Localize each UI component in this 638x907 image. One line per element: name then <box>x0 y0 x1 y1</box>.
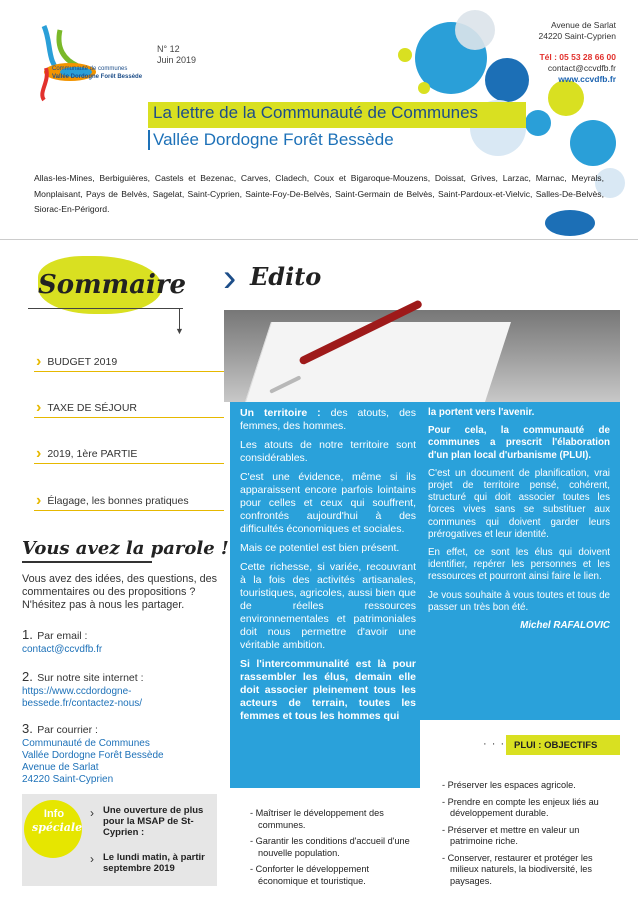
community-name: Vallée Dordogne Forêt Bessède <box>153 130 394 149</box>
edito-paragraph: Si l'intercommunalité est là pour rassembler les élus, demain elle doit associer pleinement tous les acteurs de terrain, toutes les femmes et tous les hommes qui <box>240 658 416 722</box>
address-line1: Avenue de Sarlat <box>550 20 616 30</box>
edito-column-right <box>428 407 610 638</box>
contact-website-link[interactable]: https://www.ccdordogne-bessede.fr/contactez-nous/ <box>22 686 143 709</box>
list-item: - Conserver, restaurer et protéger les milieux naturels, la biodiversité, les paysages. <box>442 852 593 886</box>
title-bar <box>148 130 150 150</box>
list-item: - Conforter le développement économique et touristique. <box>250 864 369 886</box>
edito-paragraph: Cette richesse, si variée, recouvrant à la fois des activités artisanales, touristiques, agricoles, aussi bien que de réelles ressources environnementales et patrimoniales doit nous permettre d'avoir une véritable ambition. <box>240 561 416 651</box>
edito-paragraph: Mais ce potentiel est bien présent. <box>240 542 400 554</box>
contact-number: 1. <box>22 627 33 642</box>
deco-dot <box>570 120 616 166</box>
edito-lead-rest: des atouts, des femmes, des hommes. <box>240 407 416 432</box>
item-underline <box>34 510 224 511</box>
issue-number: N° 12 <box>157 44 180 54</box>
mail-address-line: 24220 Saint-Cyprien <box>22 774 114 785</box>
contact-label: Sur notre site internet : <box>37 672 144 684</box>
edito-title: Edito <box>250 262 322 291</box>
contact-website <box>22 668 222 710</box>
website-link[interactable]: www.ccvdfb.fr <box>558 74 616 84</box>
contact-number: 3. <box>22 721 33 736</box>
chevron-right-icon: › <box>36 492 42 509</box>
sommaire-item[interactable] <box>36 352 117 372</box>
member-towns: Allas-les-Mines, Berbiguières, Castels et Bezenac, Carves, Cladech, Coux et Bigaroque-Mouzens, Doissat, Grives, Larzac, Marnac, Meyrals, Monplaisant, Pays de Belvès, Sagelat, Saint-Cyprien, Sainte-Foy-De-Belvès, Saint-Germain de Belvès, Saint-Pardoux-et-Vielvic, Salles-De-Belvès, Siorac-En-Périgord. <box>34 173 604 214</box>
deco-dot <box>485 58 529 102</box>
mail-address-line: Avenue de Sarlat <box>22 762 99 773</box>
logo <box>30 22 143 102</box>
info-badge-line: spéciale <box>32 821 83 834</box>
issue-info <box>157 44 196 66</box>
chevron-right-icon: › <box>36 399 42 416</box>
deco-dot <box>455 10 495 50</box>
chevron-right-icon: › <box>36 353 42 370</box>
arrow-down-icon: ▼ <box>175 326 184 336</box>
sommaire-item-label: TAXE DE SÉJOUR <box>47 402 137 414</box>
parole-intro: Vous avez des idées, des questions, des commentaires ou des propositions ? N'hésitez pas à nous les partager. <box>22 573 218 611</box>
edito-paragraph: En effet, ce sont les élus qui doivent identifier, repérer les personnes et les ressources et pourront ainsi faire le lien. <box>428 547 610 583</box>
contact-number: 2. <box>22 669 33 684</box>
mail-address-line: Communauté de Communes <box>22 738 150 749</box>
plui-list-left <box>248 808 416 892</box>
newsletter-title: La lettre de la Communauté de Communes <box>153 103 479 122</box>
edito-paragraph: C'est un document de planification, vrai projet de territoire pensé, cohérent, structuré qui doit associer toutes les forces vives sans se substituer aux communes qui doivent garder leurs prérogatives et leur identité. <box>428 467 610 540</box>
list-item: - Préserver et mettre en valeur un patrimoine riche. <box>442 824 580 846</box>
plui-label: PLUI : OBJECTIFS <box>506 735 620 755</box>
info-text-a: Une ouverture de plus pour la MSAP de St-Cyprien : <box>103 805 204 838</box>
edito-signature: Michel RAFALOVIC <box>520 620 610 632</box>
contact-mail <box>22 720 222 786</box>
plui-list-right <box>440 780 620 892</box>
chevron-right-icon: › <box>36 445 42 462</box>
sommaire-item-label: BUDGET 2019 <box>47 356 118 368</box>
sommaire-item[interactable] <box>36 491 189 511</box>
edito-paragraph: C'est une évidence, même si ils apparaissent encore parfois lointains pour celles et ceux qui souffrent, confrontés aujourd'hui à des difficultés économiques et sociales. <box>240 471 416 535</box>
logo-line1: Communauté de communes <box>52 66 128 72</box>
item-underline <box>34 463 224 464</box>
edito-paragraph: Les atouts de notre territoire sont considérables. <box>240 439 416 464</box>
email-link[interactable]: contact@ccvdfb.fr <box>547 63 616 73</box>
edito-paragraph: Pour cela, la communauté de communes a prescrit l'élaboration d'un plan local d'urbanisme (PLUI). <box>428 425 610 461</box>
info-text-b: Le lundi matin, à partir septembre 2019 <box>103 852 205 874</box>
edito-paragraph: Je vous souhaite à vous toutes et tous de passer un très bon été. <box>428 589 610 613</box>
address-line2: 24220 Saint-Cyprien <box>538 31 616 41</box>
mail-address-line: Vallée Dordogne Forêt Bessède <box>22 750 164 761</box>
list-item: - Préserver les espaces agricole. <box>442 780 576 790</box>
phone: Tél : 05 53 28 66 00 <box>539 52 616 62</box>
info-badge-line: Info <box>43 808 65 820</box>
sommaire-underline <box>28 308 183 309</box>
list-item: - Maîtriser le développement des communes. <box>250 808 384 830</box>
deco-dot <box>525 110 551 136</box>
sommaire-title: Sommaire <box>38 270 187 300</box>
parole-underline <box>22 561 152 563</box>
contact-label: Par email : <box>37 630 88 642</box>
contact-email <box>22 626 222 656</box>
issue-date: Juin 2019 <box>157 55 197 65</box>
chevron-right-icon: › <box>90 852 94 866</box>
deco-dot <box>398 48 412 62</box>
photo-paper <box>245 322 511 402</box>
deco-dot <box>418 82 430 94</box>
sommaire-item-label: 2019, 1ère PARTIE <box>47 448 138 460</box>
list-item: - Prendre en compte les enjeux liés au développement durable. <box>442 796 599 818</box>
dotted-arrow-icon: · · · <box>483 738 506 750</box>
contact-label: Par courrier : <box>37 724 98 736</box>
edito-paragraph: la portent vers l'avenir. <box>428 407 535 418</box>
chevron-right-icon: › <box>223 256 237 300</box>
sommaire-item[interactable] <box>36 398 137 418</box>
info-badge-text <box>32 808 83 834</box>
divider <box>0 239 638 240</box>
deco-dot <box>548 80 584 116</box>
list-item: - Garantir les conditions d'accueil d'une nouvelle population. <box>250 836 410 858</box>
sommaire-item-label: Élagage, les bonnes pratiques <box>47 495 189 507</box>
edito-column-left <box>240 407 416 729</box>
logo-mark <box>30 22 143 102</box>
edito-lead: Un territoire : <box>240 407 321 419</box>
contact-email-link[interactable]: contact@ccvdfb.fr <box>22 644 103 655</box>
sommaire-item[interactable] <box>36 444 137 464</box>
item-underline <box>34 371 224 372</box>
chevron-right-icon: › <box>90 806 94 820</box>
item-underline <box>34 417 224 418</box>
logo-line2: Vallée Dordogne Forêt Bessède <box>52 74 143 80</box>
parole-title: Vous avez la parole ! <box>22 538 229 559</box>
address-block <box>539 20 617 85</box>
